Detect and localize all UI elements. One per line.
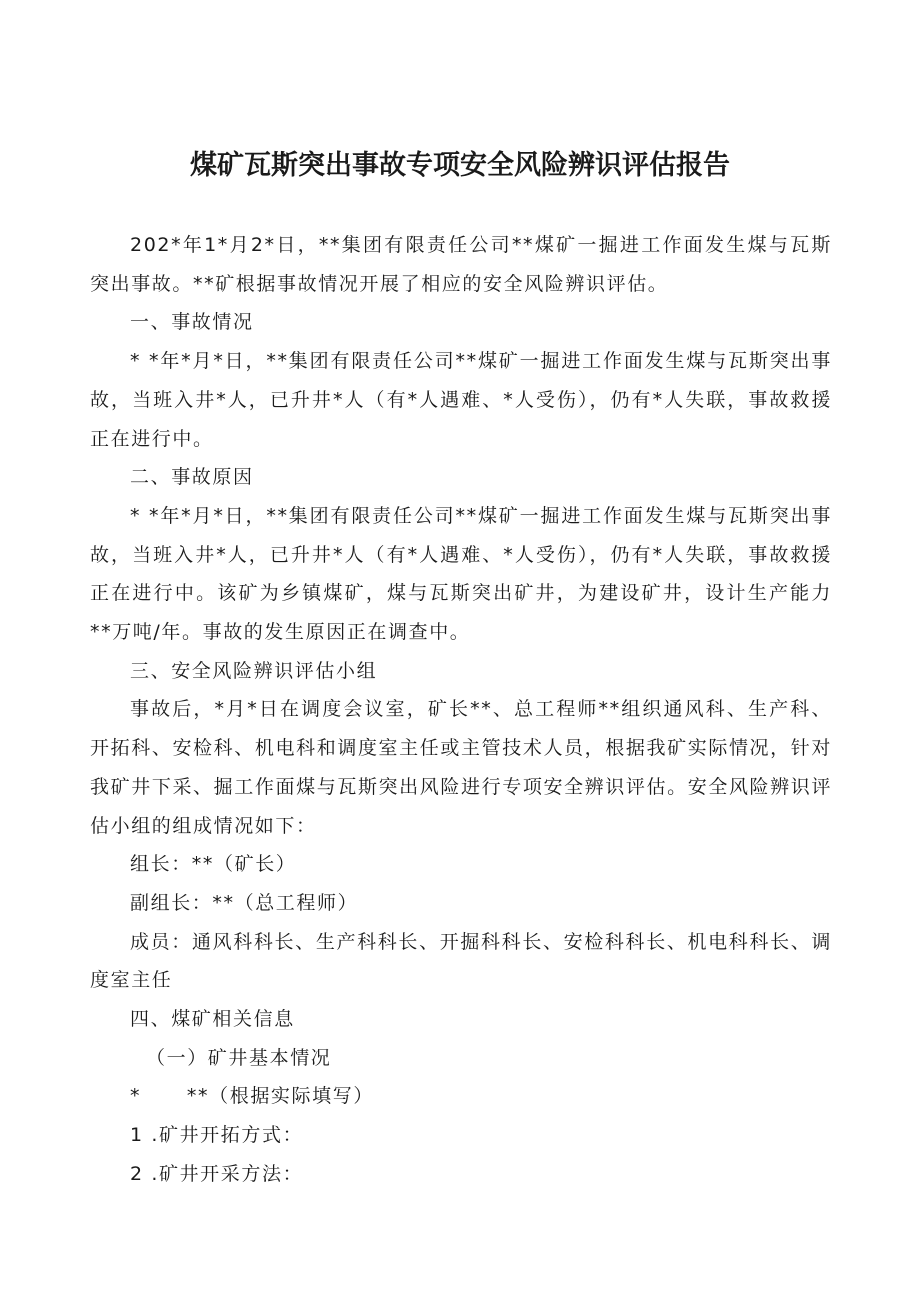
list-item-development-method: 1 .矿井开拓方式： [130, 1124, 304, 1147]
subsection-heading-mine-basics: （一）矿井基本情况 [146, 1046, 332, 1069]
section-heading-assessment-team: 三、安全风险辨识评估小组 [130, 659, 378, 682]
accident-situation-paragraph: * *年*月*日，**集团有限责任公司**煤矿一掘进工作面发生煤与瓦斯突出事故，当班入井*人，已升井*人（有*人遇难、*人受伤），仍有*人失联，事故救援正在进行中。 [90, 350, 832, 450]
intro-paragraph: 202*年1*月2*日，**集团有限责任公司**煤矿一掘进工作面发生煤与瓦斯突出事故。**矿根据事故情况开展了相应的安全风险辨识评估。 [90, 234, 832, 295]
section-heading-accident-situation: 一、事故情况 [130, 311, 254, 334]
team-leader-line: 组长：**（矿长） [130, 853, 297, 876]
section-heading-mine-info: 四、煤矿相关信息 [130, 1008, 295, 1031]
deputy-leader-line: 副组长：**（总工程师） [130, 891, 359, 914]
accident-cause-paragraph: * *年*月*日，**集团有限责任公司**煤矿一掘进工作面发生煤与瓦斯突出事故，当班入井*人，已升井*人（有*人遇难、*人受伤），仍有*人失联，事故救援正在进行中。该矿为乡镇煤矿，煤与瓦斯突出矿井，为建设矿井，设计生产能力**万吨/年。事故的发生原因正在调查中。 [90, 504, 832, 644]
section-heading-accident-cause: 二、事故原因 [130, 466, 254, 489]
document-title: 煤矿瓦斯突出事故专项安全风险辨识评估报告 [190, 150, 730, 181]
document-body [90, 226, 832, 1194]
assessment-team-paragraph: 事故后，*月*日在调度会议室，矿长**、总工程师**组织通风科、生产科、开拓科、安检科、机电科和调度室主任或主管技术人员，根据我矿实际情况，针对我矿井下采、掘工作面煤与瓦斯突出风险进行专项安全辨识评估。安全风险辨识评估小组的组成情况如下： [90, 698, 832, 837]
team-members-line: 成员：通风科科长、生产科科长、开掘科科长、安检科科长、机电科科长、调度室主任 [90, 930, 832, 992]
fill-in-note-line: * **（根据实际填写） [130, 1085, 374, 1108]
list-item-mining-method: 2 .矿井开采方法： [130, 1162, 304, 1185]
